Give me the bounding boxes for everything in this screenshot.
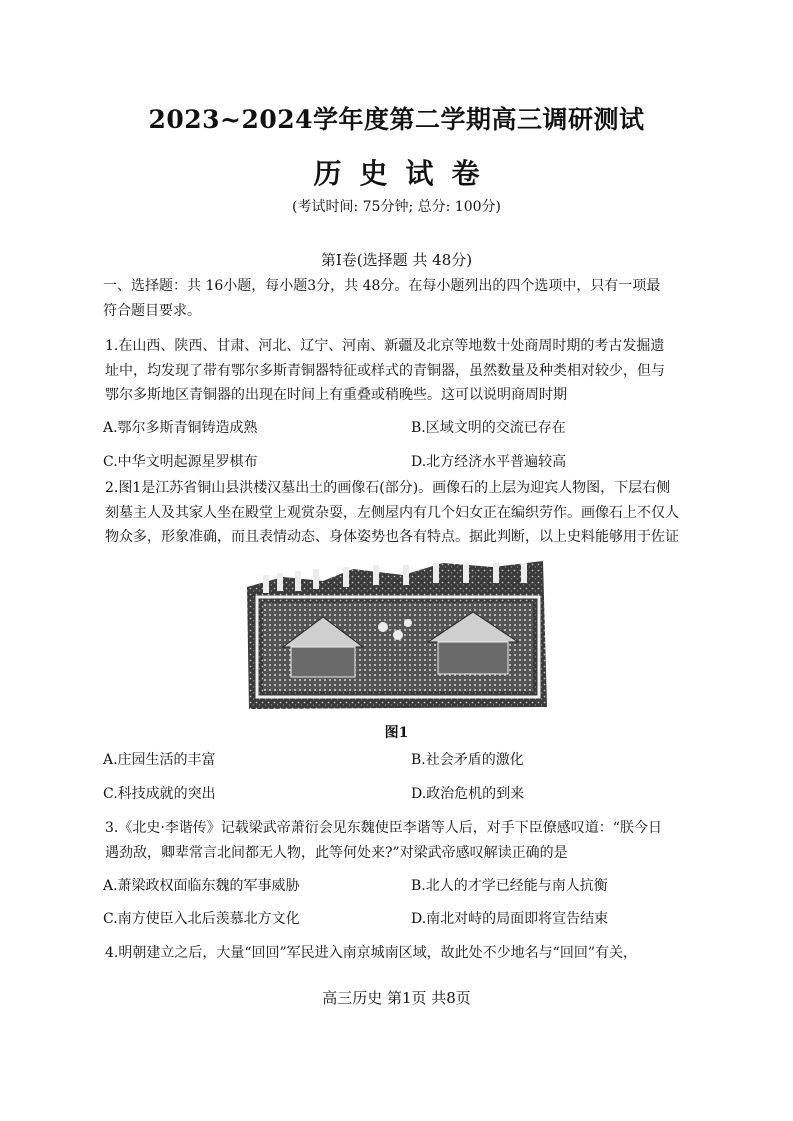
q2-option-c[interactable]: C.科技成就的突出: [103, 786, 216, 802]
stone-relief-figure: [243, 557, 550, 710]
question-3-stem: [105, 816, 685, 865]
stem-line: 4.明朝建立之后，大量“回回”军民进入南京城南区域，故此处不少地名与“回回”有关，: [105, 945, 637, 961]
section-instructions: [103, 274, 683, 323]
question-4-stem: [105, 941, 685, 966]
q3-option-a[interactable]: A.萧梁政权面临东魏的军事威胁: [103, 878, 300, 894]
question-1-stem: [105, 334, 685, 408]
section-heading: 第Ⅰ卷(选择题 共 48分): [320, 251, 473, 269]
stem-line: 遇劲敌，卿辈常言北间都无人物，此等何处来?”对梁武帝感叹解读正确的是: [105, 844, 568, 861]
stem-line: 1.在山西、陕西、甘肃、河北、辽宁、河南、新疆及北京等地数十处商周时期的考古发掘遗: [105, 338, 665, 354]
question-2-stem: [105, 476, 685, 550]
stem-line: 鄂尔多斯地区青铜器的出现在时间上有重叠或稍晚些。这可以说明商周时期: [105, 387, 567, 403]
exam-info: (考试时间: 75分钟; 总分: 100分): [292, 199, 501, 215]
q1-option-a[interactable]: A.鄂尔多斯青铜铸造成熟: [103, 420, 258, 436]
stem-line: 2.图1是江苏省铜山县洪楼汉墓出土的画像石(部分)。画像石的上层为迎宾人物图，下层右侧: [105, 480, 671, 496]
q2-option-a[interactable]: A.庄园生活的丰富: [103, 752, 216, 768]
q3-option-c[interactable]: C.南方使臣入北后羡慕北方文化: [103, 911, 300, 927]
q1-option-c[interactable]: C.中华文明起源星罗棋布: [103, 454, 258, 470]
stem-line: 3.《北史·李谐传》记载梁武帝萧衍会见东魏使臣李谐等人后，对手下臣僚感叹道：“朕今日: [105, 820, 662, 836]
stem-line: 物众多，形象准确，而且表情动态、身体姿势也各有特点。据此判断，以上史料能够用于佐证: [105, 529, 679, 545]
exam-title: 2023~2024学年度第二学期高三调研测试: [148, 105, 645, 134]
instruction-line: 一、选择题：共 16小题，每小题3分，共 48分。在每小题列出的四个选项中，只有一项最: [103, 278, 661, 294]
q2-option-b[interactable]: B.社会矛盾的激化: [411, 752, 524, 768]
q3-option-b[interactable]: B.北人的才学已经能与南人抗衡: [411, 878, 608, 894]
stem-line: 址中，均发现了带有鄂尔多斯青铜器特征或样式的青铜器，虽然数量及种类相对较少，但与: [105, 362, 665, 379]
q1-option-d[interactable]: D.北方经济水平普遍较高: [411, 454, 567, 470]
stem-line: 刻墓主人及其家人坐在殿堂上观赏杂耍，左侧屋内有几个妇女正在编织劳作。画像石上不仅人: [105, 504, 679, 521]
q1-option-b[interactable]: B.区域文明的交流已存在: [411, 420, 566, 436]
instruction-line: 符合题目要求。: [103, 302, 201, 319]
figure-caption: 图1: [384, 725, 409, 741]
q3-option-d[interactable]: D.南北对峙的局面即将宣告结束: [411, 911, 609, 927]
page-footer: 高三历史 第1页 共8页: [322, 989, 471, 1007]
q2-option-d[interactable]: D.政治危机的到来: [411, 786, 525, 802]
subject-title: 历史试卷: [313, 157, 498, 190]
